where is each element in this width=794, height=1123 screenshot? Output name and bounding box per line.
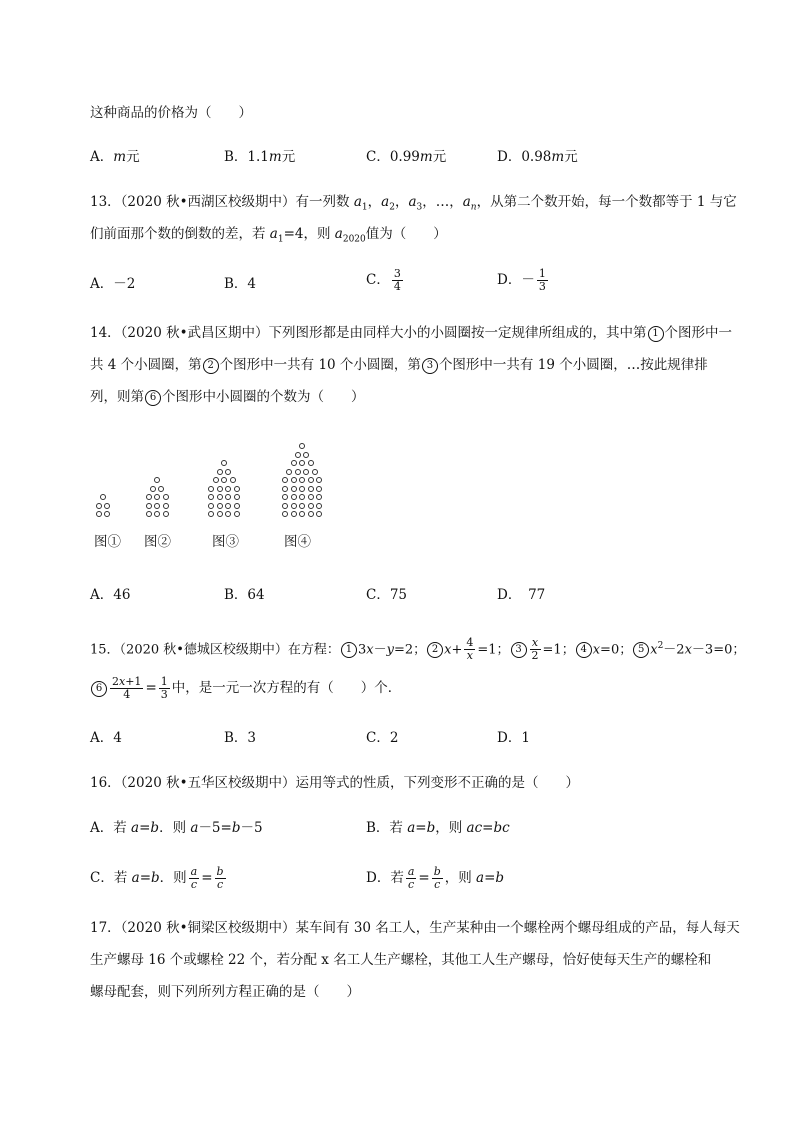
figure-3-circle — [217, 511, 223, 517]
figure-4-circle — [299, 477, 305, 483]
q16-option-d[interactable]: D．若 $\frac{a}{c}$ = $\frac{b}{c}$ ，则 a=b — [366, 865, 505, 891]
figure-2-circle — [150, 486, 156, 492]
figure-label-2: 图② — [144, 534, 171, 550]
figure-4-circle — [291, 486, 297, 492]
q13-option-d[interactable]: D．－ $\frac{1}{3}$ — [497, 267, 546, 293]
figure-2-circle — [146, 503, 152, 509]
figure-2-circle — [146, 494, 152, 500]
figure-4-circle — [316, 503, 322, 509]
figure-2-circle — [146, 511, 152, 517]
q13-option-b[interactable]: B．4 — [224, 276, 257, 292]
figure-3-circle — [208, 511, 214, 517]
figure-3-circle — [225, 511, 231, 517]
figure-4-circle — [295, 469, 301, 475]
figure-4-circle — [282, 494, 288, 500]
q15-option-b[interactable]: B．3 — [224, 730, 257, 746]
figure-4-circle — [308, 503, 314, 509]
figure-4-circle — [308, 494, 314, 500]
q13-stem-line1: 13．（2020 秋•西湖区校级期中）有一列数 $a_1$，$a_2$，$a_3$，…，$a_n$，从第二个数开始，每一个数都等于 1 与它 — [90, 194, 737, 213]
figure-3-circle — [225, 503, 231, 509]
figure-3-circle — [217, 469, 223, 475]
figure-4-circle — [308, 511, 314, 517]
q15-option-d[interactable]: D．1 — [497, 730, 530, 746]
figure-3-circle — [217, 494, 223, 500]
figure-3-circle — [213, 477, 219, 483]
figure-4-circle — [282, 511, 288, 517]
q15-option-c[interactable]: C．2 — [366, 730, 399, 746]
q16-stem-line1: 16．（2020 秋•五华区校级期中）运用等式的性质，下列变形不正确的是（ ） — [90, 775, 580, 791]
figure-label-4: 图④ — [284, 534, 311, 550]
q17-stem-line1: 17．（2020 秋•铜梁区校级期中）某车间有 30 名工人，生产某种由一个螺栓两个螺母组成的产品，每人每天 — [90, 920, 740, 936]
figure-label-1: 图① — [94, 534, 121, 550]
figure-2-circle — [154, 477, 160, 483]
figure-4-circle — [291, 494, 297, 500]
q16-option-a[interactable]: A．若 a=b．则 a－5=b－5 — [90, 820, 263, 836]
figure-3-circle — [217, 486, 223, 492]
figure-3-circle — [217, 503, 223, 509]
figure-4-circle — [303, 469, 309, 475]
figure-4-circle — [308, 477, 314, 483]
q15-stem-line2: 6 $\frac{2x+1}{4}$ = $\frac{1}{3}$ 中，是一元一次方程的有（ ）个． — [90, 676, 401, 701]
figure-1-circle — [104, 511, 110, 517]
q14-stem-line2: 共 4 个小圆圈，第 2 个图形中一共有 10 个小圆圈，第 3 个图形中一共有 19 个小圆圈，…按此规律排 — [90, 357, 708, 373]
figure-4-circle — [295, 452, 301, 458]
figure-4-circle — [282, 477, 288, 483]
figure-3-circle — [221, 460, 227, 466]
figure-4-circle — [282, 503, 288, 509]
figure-4-circle — [308, 460, 314, 466]
figure-label-3: 图③ — [212, 534, 239, 550]
q15-stem-line1: 15．（2020 秋•德城区校级期中）在方程： 1 3x－y=2； 2 x+ $\frac{4}{x}$ =1； 3 $\frac{x}{2}$ =1； 4 x=0； 5 $x^2-2x-3=0$； — [90, 636, 746, 663]
q13-stem-line2: 们前面那个数的倒数的差，若 $a_1=4$，则 $a_{2020}$值为（ ） — [90, 226, 447, 245]
figure-2-circle — [154, 503, 160, 509]
figure-2-circle — [158, 486, 164, 492]
figure-3-circle — [234, 494, 240, 500]
figure-4-circle — [299, 460, 305, 466]
figure-3-circle — [225, 494, 231, 500]
q13-option-a[interactable]: A．－2 — [90, 276, 136, 292]
figure-4-circle — [299, 494, 305, 500]
figure-2-circle — [154, 511, 160, 517]
figure-4-circle — [299, 443, 305, 449]
figure-3-circle — [234, 511, 240, 517]
figure-4-circle — [299, 511, 305, 517]
figure-3-circle — [234, 486, 240, 492]
figure-3-circle — [208, 503, 214, 509]
q16-option-c[interactable]: C．若 a=b．则 $\frac{a}{c}$ = $\frac{b}{c}$ — [90, 865, 224, 891]
figure-1-circle — [100, 494, 106, 500]
q12-stem-tail: 这种商品的价格为（ ） — [90, 105, 252, 121]
figure-3-circle — [230, 477, 236, 483]
figure-2-circle — [163, 503, 169, 509]
figure-4-circle — [312, 469, 318, 475]
figure-3-circle — [221, 477, 227, 483]
figure-1-circle — [104, 503, 110, 509]
q12-option-c[interactable]: C．0.99m元 — [366, 149, 447, 165]
figure-1-circle — [96, 511, 102, 517]
q14-stem-line3: 列，则第 6 个图形中小圆圈的个数为（ ） — [90, 389, 365, 405]
figure-4-circle — [308, 486, 314, 492]
figure-4-circle — [291, 460, 297, 466]
figure-2-circle — [154, 494, 160, 500]
q17-stem-line3: 螺母配套，则下列所列方程正确的是（ ） — [90, 984, 360, 1000]
q14-stem-line1: 14．（2020 秋•武昌区期中）下列图形都是由同样大小的小圆圈按一定规律所组成的，其中第 1 个图形中一 — [90, 325, 733, 341]
figure-4-circle — [282, 486, 288, 492]
q15-option-a[interactable]: A．4 — [90, 730, 122, 746]
q12-option-a[interactable]: A．m元 — [90, 149, 140, 165]
figure-4-circle — [299, 486, 305, 492]
q16-option-b[interactable]: B．若 a=b，则 ac=bc — [366, 820, 510, 836]
q17-stem-line2: 生产螺母 16 个或螺栓 22 个，若分配 x 名工人生产螺栓，其他工人生产螺母，恰好使每天生产的螺栓和 — [90, 952, 712, 968]
figure-3-circle — [208, 494, 214, 500]
figure-4-circle — [316, 486, 322, 492]
figure-3-circle — [208, 486, 214, 492]
figure-1-circle — [96, 503, 102, 509]
figure-4-circle — [291, 477, 297, 483]
figure-4-circle — [316, 477, 322, 483]
figure-4-circle — [291, 511, 297, 517]
figure-4-circle — [303, 452, 309, 458]
figure-2-circle — [163, 494, 169, 500]
figure-3-circle — [225, 469, 231, 475]
figure-3-circle — [225, 486, 231, 492]
figure-2-circle — [163, 511, 169, 517]
q14-option-b[interactable]: B．64 — [224, 587, 265, 603]
figure-4-circle — [316, 494, 322, 500]
q14-option-d[interactable]: D． 77 — [497, 587, 546, 603]
figure-4-circle — [291, 503, 297, 509]
q14-option-a[interactable]: A．46 — [90, 587, 131, 603]
figure-4-circle — [316, 511, 322, 517]
q12-option-b[interactable]: B．1.1m元 — [224, 149, 296, 165]
figure-4-circle — [286, 469, 292, 475]
q12-option-d[interactable]: D．0.98m元 — [497, 149, 578, 165]
figure-4-circle — [299, 503, 305, 509]
q14-option-c[interactable]: C．75 — [366, 587, 408, 603]
figure-3-circle — [234, 503, 240, 509]
q13-option-c[interactable]: C． $\frac{3}{4}$ — [366, 267, 401, 293]
